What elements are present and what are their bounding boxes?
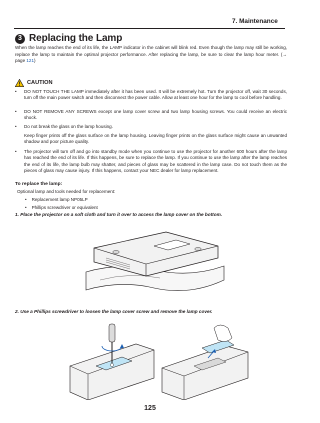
bullet-dot: • [15,124,17,129]
bullet-dot: • [25,205,27,210]
caution-item [15,89,287,102]
projector-foot [195,247,201,250]
bullet-dot: • [15,89,17,94]
tool-item-text: Replacement lamp NP05LP [31,197,88,202]
figure-loosen-screw [66,318,156,400]
page-number: 125 [144,405,156,412]
replace-intro: Optional lamp and tools needed for replacement: [17,189,116,194]
caution-item-text: DO NOT REMOVE ANY SCREWS except one lamp cover screw and two lamp housing screws. You could receive an electric shock. [24,109,287,121]
bullet-dot: • [25,197,27,202]
figure-projector-on-cloth [80,222,230,300]
caution-item [15,124,287,130]
figure-remove-cover [160,318,250,400]
tool-item [25,205,98,210]
tool-item [25,197,88,202]
bullet-dot: • [15,149,17,154]
screwdriver-handle [109,324,115,342]
section-title [15,33,122,44]
screw-icon [110,363,113,366]
caution-label: CAUTION [27,80,53,86]
replace-heading: To replace the lamp: [15,182,63,187]
page-link[interactable]: 121 [26,58,34,64]
step-2: 2. Use a Phillips screwdriver to loosen the lamp cover screw and remove the lamp cover. [15,309,213,314]
header-rule [14,28,285,29]
intro-text: When the lamp reaches the end of its life, the LAMP indicator in the cabinet will blink red. Even though the lamp may still be working, replace the lamp to maintain the optimal projector performance. After replacing the lamp, be sure to clear the lamp hour meter. (→ page [15,45,287,64]
caution-item [15,149,287,175]
section-title-text: Replacing the Lamp [29,33,123,44]
intro-paragraph [15,45,287,65]
caution-item-text: DO NOT TOUCH THE LAMP immediately after it has been used. It will be extremely hot. Turn the projector off, wait 30 seconds, turn off the main power switch and then disconnect the power cable. Allow at least one hour for the lamp to cool before handling. [24,89,287,101]
caution-item-text: The projector will turn off and go into standby mode when you continue to use the projector for another 600 hours after the lamp has reached the end of its life. If this happens, be sure to replace the lamp. If you continue to use the lamp after the lamp reaches the end of its life, the lamp bulb may shatter, and pieces of glass may be scattered in the lamp case. Do not touch them as the pieces of glass may cause injury. If this happens, contact your NEC dealer for lamp replacement. [24,149,287,174]
caution-item-extra-text: Keep finger prints off the glass surface on the lamp housing. Leaving finger prints on the glass surface might cause an unwanted shadow and poor picture quality. [24,133,287,145]
bullet-dot: • [15,109,17,114]
projector-body [162,346,248,400]
caution-item [15,109,287,122]
tool-item-text: Phillips screwdriver or equivalent [31,205,98,210]
projector-foot [113,250,119,253]
chapter-header: 7. Maintenance [232,18,278,25]
intro-text-end: ) [33,58,36,64]
caution-item-text: Do not break the glass on the lamp housing. [24,124,113,129]
caution-item-extra [15,133,287,146]
step-1: 1. Place the projector on a soft cloth and turn it over to access the lamp cover on the bottom. [15,212,223,217]
section-number-icon: 3 [15,34,25,44]
arrow-head-icon [120,344,124,348]
caution-heading [15,79,52,87]
hand-icon [214,325,232,342]
warning-triangle-icon [15,79,24,87]
